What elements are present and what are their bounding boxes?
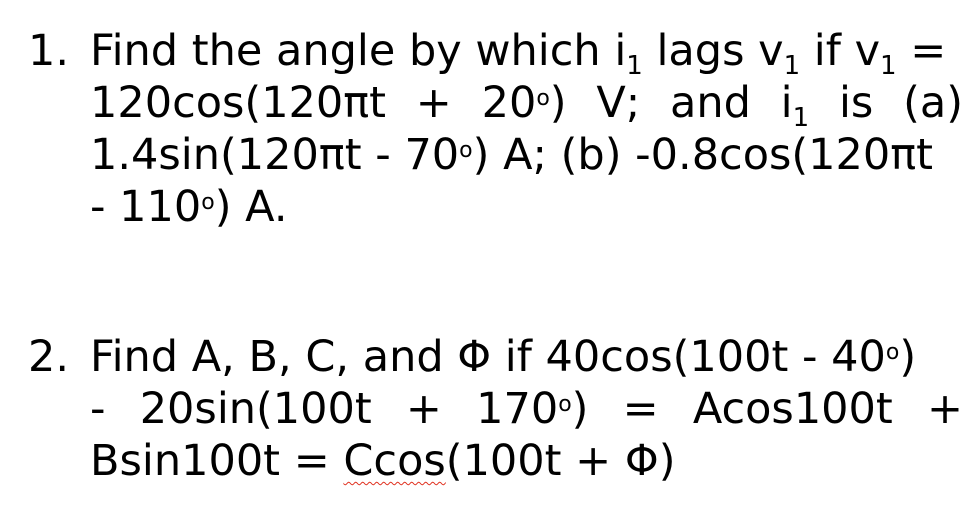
- expr-word: [482, 78, 567, 133]
- plus-sign: +: [415, 78, 452, 128]
- expr-word: [476, 384, 588, 434]
- text-run: 20: [481, 78, 537, 128]
- text-run: lags v: [642, 26, 784, 76]
- degree-sign: o: [536, 85, 550, 111]
- problem-2-line-1: [28, 332, 963, 384]
- degree-sign: o: [459, 137, 473, 163]
- problem-1-line-3: [28, 130, 963, 182]
- problem-2-text-line-3: [90, 436, 963, 486]
- problem-1-text-line-4: [90, 182, 963, 232]
- text-run: 1.4sin(120πt - 70: [90, 130, 460, 180]
- plus-sign: +: [405, 384, 442, 434]
- problem-1-line-4: [28, 182, 963, 234]
- subscript: 1: [880, 51, 897, 82]
- text-run: if v: [800, 26, 881, 76]
- text-run: Find A, B, C, and Φ if 40cos(100t - 40: [90, 332, 886, 382]
- problem-2: [28, 332, 963, 488]
- subscript: 1: [792, 103, 810, 134]
- expr-word: (a): [903, 78, 963, 128]
- text-run: Bsin100t =: [90, 436, 344, 486]
- problem-1-line-1: [28, 26, 963, 82]
- problem-2-line-3: [28, 436, 963, 488]
- problem-1: [28, 26, 963, 234]
- minus-sign: -: [90, 384, 106, 434]
- problem-2-text-line-1: [90, 332, 963, 382]
- text-run: - 110: [90, 182, 202, 232]
- degree-sign: o: [201, 189, 215, 215]
- problem-2-line-2: [28, 384, 963, 436]
- text-run: Find the angle by which i: [90, 26, 627, 76]
- problem-1-number: 1.: [28, 26, 70, 76]
- expr-word: 120cos(120πt: [90, 78, 387, 128]
- expr-word: is: [838, 78, 874, 128]
- plus-sign: +: [926, 384, 963, 434]
- degree-sign: o: [885, 339, 900, 365]
- problem-1-text-line-3: [90, 130, 963, 180]
- text-run: =: [896, 26, 947, 76]
- equals-sign: =: [622, 384, 659, 434]
- problem-1-line-2: [28, 78, 963, 134]
- degree-sign: o: [558, 391, 572, 417]
- expr-word: 20sin(100t: [139, 384, 372, 434]
- text-run: ): [899, 332, 917, 382]
- expr-word: and: [670, 78, 751, 128]
- problem-2-text-line-2: [90, 384, 963, 434]
- subscript: 1: [783, 51, 801, 82]
- text-run: (100t + Φ): [445, 436, 676, 486]
- problem-1-text-line-1: [90, 26, 963, 81]
- text-run: 170: [476, 384, 559, 434]
- text-run: ) A.: [214, 182, 288, 232]
- expr-word: [781, 78, 810, 133]
- spellcheck-underlined-word[interactable]: Ccos: [343, 436, 446, 486]
- problem-2-number: 2.: [28, 332, 70, 382]
- text-run: i: [780, 78, 793, 128]
- text-run: ): [549, 78, 567, 128]
- text-run: ): [571, 384, 589, 434]
- expr-word: V;: [596, 78, 641, 128]
- text-run: ) A; (b) -0.8cos(120πt: [472, 130, 934, 180]
- expr-word: Acos100t: [692, 384, 893, 434]
- subscript: 1: [626, 51, 643, 82]
- problem-1-text-line-2: [90, 78, 963, 133]
